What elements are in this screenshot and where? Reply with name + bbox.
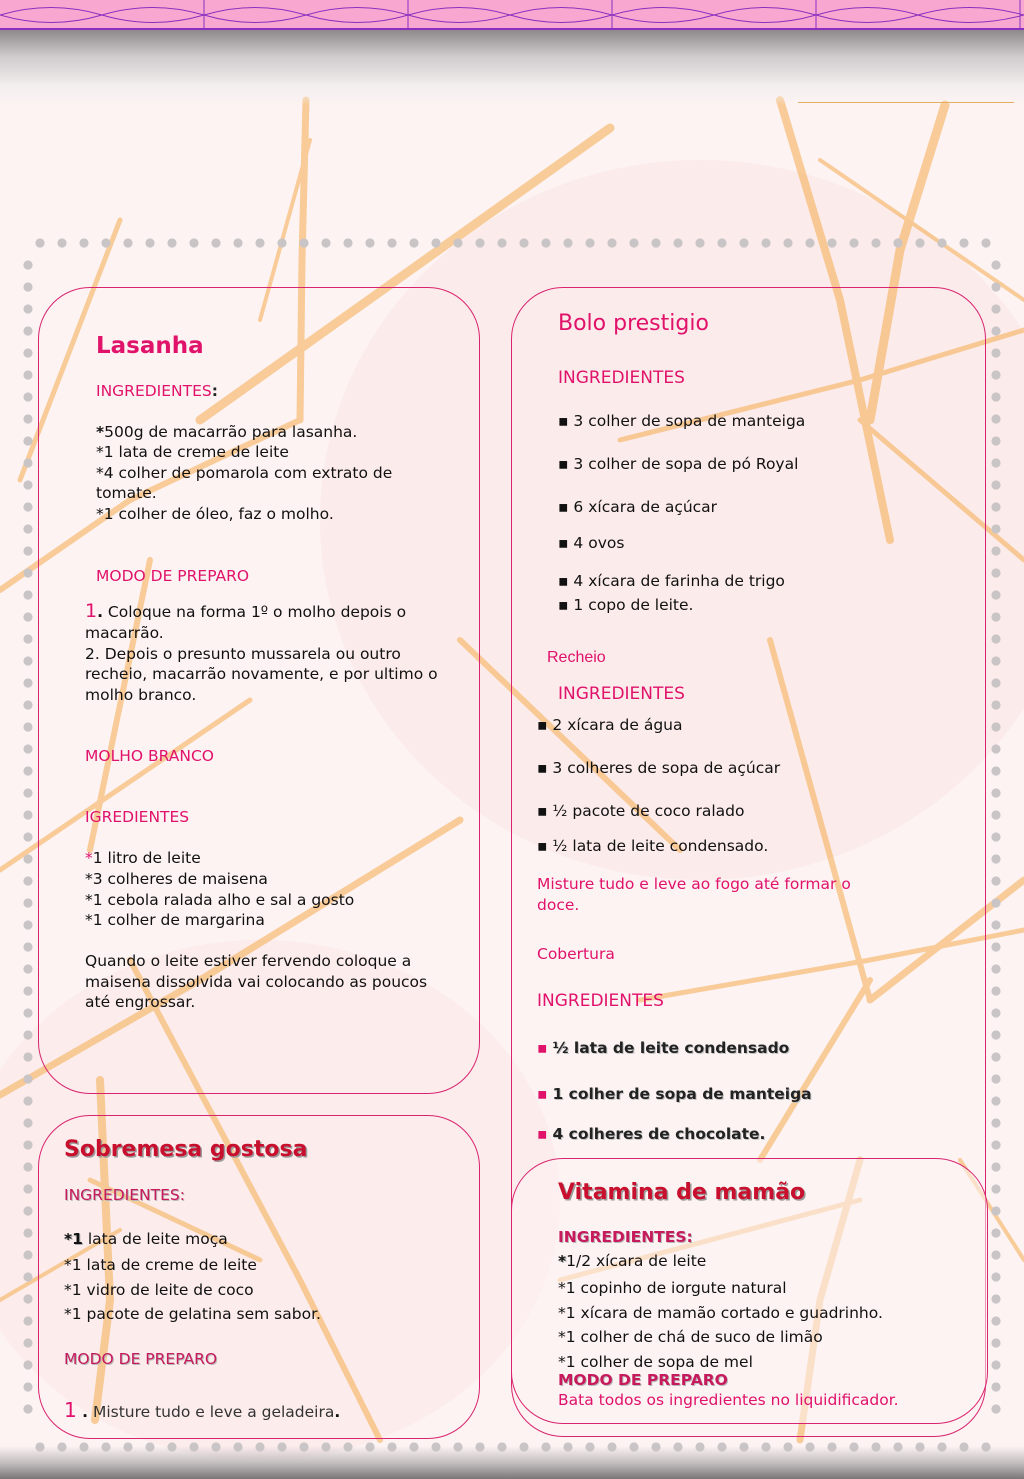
vitamina-modo-text: Bata todos os ingredientes no liquidificador.	[558, 1391, 899, 1409]
frame-dot	[255, 1442, 264, 1451]
frame-dot	[23, 898, 32, 907]
frame-dot	[991, 370, 1000, 379]
sobremesa-ingredientes-label: INGREDIENTES:	[64, 1186, 185, 1204]
frame-dot	[145, 1442, 154, 1451]
frame-dot	[991, 810, 1000, 819]
frame-dot	[981, 1442, 990, 1451]
frame-dot	[991, 282, 1000, 291]
frame-dot	[23, 656, 32, 665]
frame-dot	[23, 744, 32, 753]
cobertura-text-1: ½ lata de leite condensado	[552, 1039, 790, 1057]
frame-dot	[23, 282, 32, 291]
recheio-instructions: Misture tudo e leve ao fogo até formar o doce.	[537, 875, 851, 914]
cobertura-label: Cobertura	[537, 945, 615, 963]
bolo-ingredient-4: ▪ 4 ovos	[558, 534, 625, 552]
frame-dot	[23, 1206, 32, 1215]
vitamina-title: Vitamina de mamão	[558, 1180, 806, 1205]
frame-dot	[991, 326, 1000, 335]
frame-dot	[991, 1404, 1000, 1413]
frame-dot	[991, 1272, 1000, 1281]
frame-dot	[23, 634, 32, 643]
frame-dot	[761, 1442, 770, 1451]
lasanha-first-star: *	[96, 423, 105, 441]
frame-dot	[233, 238, 242, 247]
frame-dot	[431, 238, 440, 247]
frame-dot	[981, 238, 990, 247]
frame-dot	[991, 414, 1000, 423]
frame-dot	[57, 238, 66, 247]
frame-dot	[871, 238, 880, 247]
frame-dot	[695, 238, 704, 247]
frame-dot	[937, 1442, 946, 1451]
frame-dot	[233, 1442, 242, 1451]
lasanha-first-text: 500g de macarrão para lasanha.	[104, 423, 358, 441]
cobertura-ingredient-1	[537, 1038, 789, 1058]
frame-dot	[23, 700, 32, 709]
frame-dot	[991, 964, 1000, 973]
frame-dot	[23, 876, 32, 885]
frame-dot	[991, 590, 1000, 599]
frame-dot	[991, 392, 1000, 401]
frame-dot	[563, 238, 572, 247]
lasanha-steps: macarrão. 2. Depois o presunto mussarela ou outro recheio, macarrão novamente, e por ultimo o molho branco.	[85, 624, 438, 704]
frame-dot	[893, 238, 902, 247]
frame-dot	[23, 832, 32, 841]
cobertura-ingredient-2	[537, 1084, 812, 1104]
frame-dot	[991, 480, 1000, 489]
frame-dot	[23, 1162, 32, 1171]
frame-dot	[23, 260, 32, 269]
frame-dot	[123, 1442, 132, 1451]
frame-dot	[23, 1338, 32, 1347]
vitamina-first-text: 1/2 xícara de leite	[566, 1252, 707, 1270]
recheio-label: Recheio	[547, 649, 606, 666]
frame-dot	[23, 1118, 32, 1127]
sobremesa-title: Sobremesa gostosa	[64, 1137, 308, 1162]
cobertura-bullet-3: ▪	[537, 1125, 548, 1143]
sobremesa-step	[64, 1398, 340, 1424]
vitamina-modo-label: MODO DE PREPARO	[558, 1371, 728, 1389]
frame-dot	[991, 1338, 1000, 1347]
frame-dot	[991, 744, 1000, 753]
frame-dot	[57, 1442, 66, 1451]
frame-dot	[991, 458, 1000, 467]
vitamina-first-star: *	[558, 1252, 567, 1270]
frame-dot	[475, 238, 484, 247]
frame-dot	[673, 238, 682, 247]
frame-dot	[23, 524, 32, 533]
frame-dot	[991, 1096, 1000, 1105]
frame-dot	[827, 238, 836, 247]
frame-dot	[805, 1442, 814, 1451]
frame-dot	[991, 854, 1000, 863]
molho-igredientes-label: IGREDIENTES	[85, 808, 190, 826]
frame-dot	[629, 238, 638, 247]
frame-dot	[991, 568, 1000, 577]
frame-dot	[991, 1316, 1000, 1325]
frame-dot	[23, 1360, 32, 1369]
bolo-ingredientes-label: INGREDIENTES	[558, 368, 685, 388]
frame-dot	[827, 1442, 836, 1451]
bolo-ingredient-1: ▪ 3 colher de sopa de manteiga	[558, 412, 806, 430]
recheio-ingredient-1: ▪ 2 xícara de água	[537, 716, 683, 734]
frame-dot	[365, 238, 374, 247]
frame-dot	[991, 348, 1000, 357]
frame-dot	[123, 238, 132, 247]
frame-dot	[453, 238, 462, 247]
frame-dot	[783, 238, 792, 247]
frame-dot	[23, 392, 32, 401]
frame-dot	[145, 238, 154, 247]
frame-dot	[991, 436, 1000, 445]
sobremesa-first-prefix: *1	[64, 1230, 83, 1248]
frame-dot	[563, 1442, 572, 1451]
sobremesa-first-text: lata de leite moça	[82, 1230, 228, 1248]
frame-dot	[991, 986, 1000, 995]
frame-dot	[211, 238, 220, 247]
frame-dot	[937, 238, 946, 247]
frame-dot	[23, 590, 32, 599]
frame-dot	[321, 1442, 330, 1451]
frame-dot	[23, 1272, 32, 1281]
frame-dot	[23, 1404, 32, 1413]
frame-dot	[761, 238, 770, 247]
frame-dot	[23, 964, 32, 973]
frame-dot	[431, 1442, 440, 1451]
cobertura-bullet-1: ▪	[537, 1039, 548, 1057]
lasanha-ingredient-first	[96, 422, 357, 442]
frame-dot	[23, 788, 32, 797]
cobertura-ingredientes-label: INGREDIENTES	[537, 991, 664, 1011]
frame-dot	[805, 238, 814, 247]
frame-dot	[991, 1294, 1000, 1303]
frame-dot	[893, 1442, 902, 1451]
frame-dot	[991, 634, 1000, 643]
frame-dot	[783, 1442, 792, 1451]
frame-dot	[23, 480, 32, 489]
frame-dot	[211, 1442, 220, 1451]
frame-dot	[991, 1030, 1000, 1039]
frame-dot	[991, 524, 1000, 533]
frame-dot	[991, 502, 1000, 511]
frame-dot	[23, 436, 32, 445]
molho-branco-label: MOLHO BRANCO	[85, 747, 214, 765]
frame-dot	[849, 1442, 858, 1451]
frame-dot	[739, 238, 748, 247]
frame-dot	[23, 810, 32, 819]
cobertura-text-2: 1 colher de sopa de manteiga	[552, 1085, 812, 1103]
frame-dot	[541, 1442, 550, 1451]
frame-dot	[959, 238, 968, 247]
bolo-ingredient-5: ▪ 4 xícara de farinha de trigo	[558, 572, 785, 590]
frame-dot	[79, 1442, 88, 1451]
frame-dot	[23, 502, 32, 511]
frame-dot	[849, 238, 858, 247]
vitamina-ingredientes-label: INGREDIENTES:	[558, 1228, 693, 1246]
frame-dot	[629, 1442, 638, 1451]
frame-dot	[585, 238, 594, 247]
frame-dot	[991, 656, 1000, 665]
bolo-ingredient-6: ▪ 1 copo de leite.	[558, 596, 694, 614]
frame-dot	[277, 238, 286, 247]
frame-dot	[695, 1442, 704, 1451]
frame-dot	[23, 1052, 32, 1061]
sobremesa-step-end: .	[334, 1403, 341, 1421]
frame-dot	[23, 414, 32, 423]
frame-dot	[991, 1140, 1000, 1149]
frame-dot	[871, 1442, 880, 1451]
frame-dot	[23, 370, 32, 379]
frame-dot	[991, 766, 1000, 775]
frame-dot	[255, 238, 264, 247]
frame-dot	[167, 238, 176, 247]
lasanha-ingredientes-label	[96, 381, 218, 401]
vitamina-ingredient-first	[558, 1251, 706, 1271]
frame-dot	[35, 238, 44, 247]
frame-dot	[299, 1442, 308, 1451]
lasanha-title: Lasanha	[96, 333, 204, 359]
frame-dot	[23, 1140, 32, 1149]
frame-dot	[365, 1442, 374, 1451]
frame-dot	[991, 1206, 1000, 1215]
frame-dot	[991, 876, 1000, 885]
frame-dot	[101, 1442, 110, 1451]
frame-dot	[23, 986, 32, 995]
sobremesa-step-num: 1	[64, 1398, 77, 1422]
frame-dot	[991, 1360, 1000, 1369]
bolo-title: Bolo prestigio	[558, 311, 709, 336]
vitamina-ingredients-list: *1 copinho de iorgute natural *1 xícara de mamão cortado e guadrinho. *1 colher de chá de suco de limão *1 colher de sopa de mel	[558, 1279, 883, 1371]
lasanha-step1-text: Coloque na forma 1º o molho depois o	[102, 603, 407, 621]
frame-dot	[35, 1442, 44, 1451]
frame-dot	[23, 942, 32, 951]
frame-dot	[541, 238, 550, 247]
frame-dot	[387, 238, 396, 247]
frame-dot	[23, 1250, 32, 1259]
frame-dot	[717, 1442, 726, 1451]
frame-dot	[475, 1442, 484, 1451]
frame-dot	[739, 1442, 748, 1451]
lasanha-ingredients-list: *1 lata de creme de leite *4 colher de pomarola com extrato de tomate. *1 colher de óleo, faz o molho.	[96, 443, 393, 523]
frame-dot	[23, 1382, 32, 1391]
frame-dot	[991, 1052, 1000, 1061]
lasanha-modo-label: MODO DE PREPARO	[96, 567, 250, 585]
lasanha-step1-dot: .	[97, 603, 103, 621]
frame-dot	[23, 1316, 32, 1325]
lasanha-step1-num: 1	[85, 600, 98, 622]
sobremesa-step-text: Misture tudo e leve a geladeira	[88, 1403, 335, 1421]
lasanha-ingredientes-colon: :	[211, 382, 218, 400]
frame-dot	[991, 832, 1000, 841]
frame-dot	[23, 348, 32, 357]
molho-ingredient-first	[85, 848, 201, 868]
frame-dot	[915, 238, 924, 247]
frame-dot	[607, 1442, 616, 1451]
cobertura-bullet-2: ▪	[537, 1085, 548, 1103]
cobertura-ingredient-3	[537, 1124, 765, 1144]
frame-dot	[23, 722, 32, 731]
lasanha-ingredientes-text: INGREDIENTES	[96, 382, 212, 400]
sobremesa-ingredient-first	[64, 1229, 228, 1249]
frame-dot	[23, 546, 32, 555]
frame-dot	[717, 238, 726, 247]
recheio-ingredient-2: ▪ 3 colheres de sopa de açúcar	[537, 759, 781, 777]
frame-dot	[991, 700, 1000, 709]
recheio-ingredientes-label: INGREDIENTES	[558, 684, 685, 704]
frame-dot	[189, 238, 198, 247]
frame-dot	[299, 238, 308, 247]
lasanha-step1	[85, 600, 406, 623]
frame-dot	[23, 678, 32, 687]
frame-dot	[343, 1442, 352, 1451]
frame-dot	[991, 722, 1000, 731]
frame-dot	[409, 1442, 418, 1451]
recheio-ingredient-4: ▪ ½ lata de leite condensado.	[537, 837, 769, 855]
frame-dot	[991, 678, 1000, 687]
frame-dot	[23, 1294, 32, 1303]
frame-dot	[23, 612, 32, 621]
frame-dot	[23, 1228, 32, 1237]
frame-dot	[79, 238, 88, 247]
frame-dot	[23, 1184, 32, 1193]
frame-dot	[991, 260, 1000, 269]
frame-dot	[607, 238, 616, 247]
frame-dot	[167, 1442, 176, 1451]
frame-dot	[23, 458, 32, 467]
frame-dot	[189, 1442, 198, 1451]
frame-dot	[991, 788, 1000, 797]
frame-dot	[915, 1442, 924, 1451]
frame-dot	[497, 1442, 506, 1451]
frame-dot	[23, 1074, 32, 1083]
frame-dot	[23, 568, 32, 577]
frame-dot	[991, 898, 1000, 907]
sobremesa-ingredients-list: *1 lata de creme de leite *1 vidro de leite de coco *1 pacote de gelatina sem sabor.	[64, 1256, 321, 1323]
frame-dot	[321, 238, 330, 247]
frame-dot	[453, 1442, 462, 1451]
recheio-ingredient-3: ▪ ½ pacote de coco ralado	[537, 802, 745, 820]
bolo-ingredient-2: ▪ 3 colher de sopa de pó Royal	[558, 455, 799, 473]
frame-dot	[991, 1074, 1000, 1083]
frame-dot	[23, 854, 32, 863]
molho-first-star: *	[85, 849, 93, 867]
frame-dot	[277, 1442, 286, 1451]
frame-dot	[991, 1250, 1000, 1259]
frame-dot	[991, 546, 1000, 555]
frame-dot	[497, 238, 506, 247]
frame-dot	[991, 1382, 1000, 1391]
frame-dot	[991, 1228, 1000, 1237]
frame-dot	[519, 238, 528, 247]
sobremesa-step-dot: .	[76, 1403, 89, 1421]
frame-dot	[23, 920, 32, 929]
frame-dot	[991, 1184, 1000, 1193]
frame-dot	[673, 1442, 682, 1451]
frame-dot	[387, 1442, 396, 1451]
frame-dot	[991, 1008, 1000, 1017]
molho-first-text: 1 litro de leite	[92, 849, 201, 867]
frame-dot	[23, 304, 32, 313]
frame-dot	[343, 238, 352, 247]
cobertura-text-3: 4 colheres de chocolate.	[552, 1125, 766, 1143]
frame-dot	[101, 238, 110, 247]
frame-dot	[23, 1096, 32, 1105]
bolo-ingredient-3: ▪ 6 xícara de açúcar	[558, 498, 718, 516]
frame-dot	[519, 1442, 528, 1451]
molho-ingredients-list: *3 colheres de maisena *1 cebola ralada alho e sal a gosto *1 colher de margarina	[85, 870, 355, 929]
frame-dot	[959, 1442, 968, 1451]
frame-dot	[23, 1008, 32, 1017]
frame-dot	[991, 1118, 1000, 1127]
frame-dot	[23, 766, 32, 775]
frame-dot	[23, 1030, 32, 1039]
frame-dot	[991, 920, 1000, 929]
frame-dot	[585, 1442, 594, 1451]
molho-instructions: Quando o leite estiver fervendo coloque a maisena dissolvida vai colocando as poucos até engrossar.	[85, 952, 428, 1011]
frame-dot	[409, 238, 418, 247]
sobremesa-modo-label: MODO DE PREPARO	[64, 1350, 218, 1368]
frame-dot	[651, 238, 660, 247]
frame-dot	[651, 1442, 660, 1451]
frame-dot	[991, 612, 1000, 621]
frame-dot	[991, 304, 1000, 313]
frame-dot	[991, 942, 1000, 951]
frame-dot	[991, 1162, 1000, 1171]
frame-dot	[23, 326, 32, 335]
